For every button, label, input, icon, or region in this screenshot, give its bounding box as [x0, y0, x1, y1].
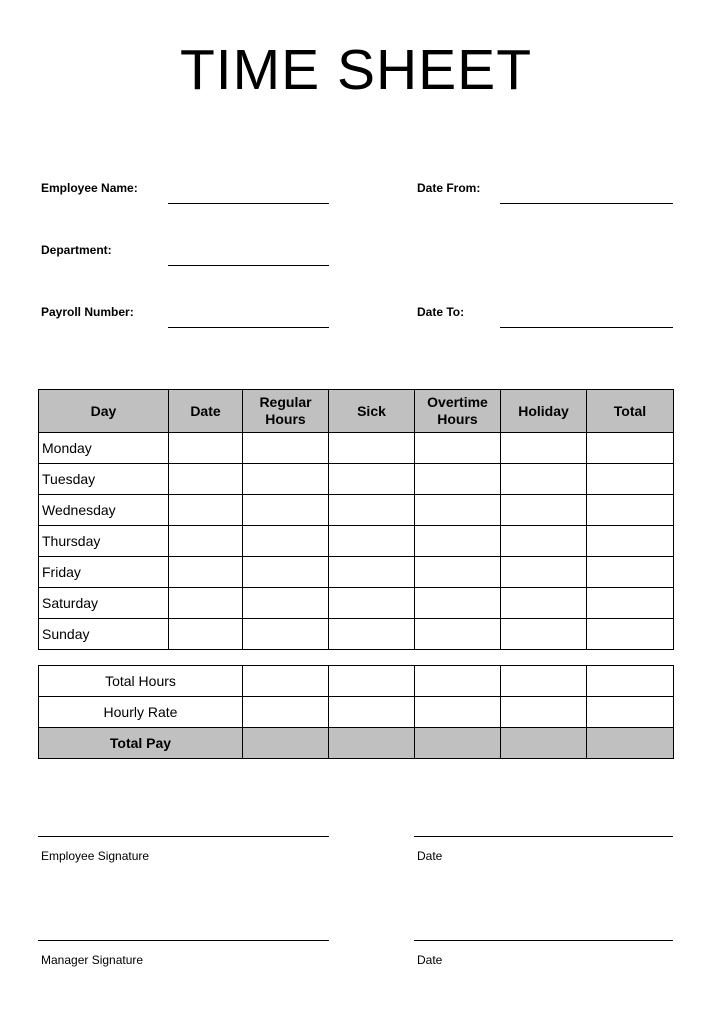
overtime-hours-cell[interactable] [415, 557, 501, 588]
date-cell[interactable] [169, 526, 243, 557]
date-cell[interactable] [169, 495, 243, 526]
table-row [39, 588, 674, 619]
employee-name-field[interactable] [168, 203, 329, 204]
regular-hours-cell[interactable] [243, 495, 329, 526]
column-header: Date [169, 390, 243, 433]
rate-cell[interactable] [587, 697, 674, 728]
pay-cell[interactable] [501, 728, 587, 759]
date-cell[interactable] [169, 588, 243, 619]
day-cell: Sunday [39, 619, 169, 650]
page-title: TIME SHEET [179, 38, 533, 102]
date-from-label: Date From: [417, 181, 481, 195]
day-cell: Saturday [39, 588, 169, 619]
holiday-cell[interactable] [501, 619, 587, 650]
sick-cell[interactable] [329, 464, 415, 495]
column-header: Holiday [501, 390, 587, 433]
holiday-cell[interactable] [501, 526, 587, 557]
manager-date-line[interactable] [414, 940, 673, 941]
overtime-hours-cell[interactable] [415, 526, 501, 557]
regular-hours-cell[interactable] [243, 464, 329, 495]
table-row [39, 619, 674, 650]
payroll-number-label: Payroll Number: [41, 305, 134, 319]
manager-signature-line[interactable] [38, 940, 329, 941]
total-cell[interactable] [587, 526, 674, 557]
table-row [39, 433, 674, 464]
sick-cell[interactable] [329, 526, 415, 557]
total-cell[interactable] [415, 666, 501, 697]
rate-cell[interactable] [329, 697, 415, 728]
holiday-cell[interactable] [501, 433, 587, 464]
table-row [39, 557, 674, 588]
holiday-cell[interactable] [501, 495, 587, 526]
day-cell: Monday [39, 433, 169, 464]
sick-cell[interactable] [329, 588, 415, 619]
date-cell[interactable] [169, 619, 243, 650]
pay-cell[interactable] [415, 728, 501, 759]
hours-table [38, 389, 674, 650]
payroll-number-field[interactable] [168, 327, 329, 328]
employee-signature-line[interactable] [38, 836, 329, 837]
department-field[interactable] [168, 265, 329, 266]
date-from-field[interactable] [500, 203, 673, 204]
pay-cell[interactable] [329, 728, 415, 759]
total-pay-row [39, 728, 674, 759]
total-cell[interactable] [329, 666, 415, 697]
total-cell[interactable] [587, 588, 674, 619]
sick-cell[interactable] [329, 557, 415, 588]
column-header: Sick [329, 390, 415, 433]
holiday-cell[interactable] [501, 557, 587, 588]
rate-cell[interactable] [415, 697, 501, 728]
total-cell[interactable] [587, 557, 674, 588]
pay-cell[interactable] [243, 728, 329, 759]
department-label: Department: [41, 243, 112, 257]
regular-hours-cell[interactable] [243, 619, 329, 650]
employee-signature-label: Employee Signature [41, 849, 150, 863]
overtime-hours-cell[interactable] [415, 619, 501, 650]
date-cell[interactable] [169, 464, 243, 495]
table-row [39, 526, 674, 557]
day-cell: Wednesday [39, 495, 169, 526]
manager-date-label: Date [417, 953, 443, 967]
holiday-cell[interactable] [501, 464, 587, 495]
totals-table [38, 665, 674, 759]
column-header: Day [39, 390, 169, 433]
overtime-hours-cell[interactable] [415, 433, 501, 464]
table-row [39, 464, 674, 495]
manager-signature-label: Manager Signature [41, 953, 144, 967]
hourly-rate-label: Hourly Rate [39, 697, 243, 728]
column-header: Regular Hours [243, 390, 329, 433]
day-cell: Tuesday [39, 464, 169, 495]
overtime-hours-cell[interactable] [415, 495, 501, 526]
sick-cell[interactable] [329, 495, 415, 526]
total-hours-row [39, 666, 674, 697]
table-header-row [39, 390, 674, 433]
sick-cell[interactable] [329, 433, 415, 464]
column-header: Overtime Hours [415, 390, 501, 433]
regular-hours-cell[interactable] [243, 588, 329, 619]
regular-hours-cell[interactable] [243, 557, 329, 588]
sick-cell[interactable] [329, 619, 415, 650]
day-cell: Friday [39, 557, 169, 588]
employee-date-line[interactable] [414, 836, 673, 837]
date-to-label: Date To: [417, 305, 465, 319]
date-cell[interactable] [169, 557, 243, 588]
date-cell[interactable] [169, 433, 243, 464]
holiday-cell[interactable] [501, 588, 587, 619]
employee-name-label: Employee Name: [41, 181, 138, 195]
rate-cell[interactable] [243, 697, 329, 728]
total-cell[interactable] [587, 666, 674, 697]
day-cell: Thursday [39, 526, 169, 557]
pay-cell[interactable] [587, 728, 674, 759]
column-header: Total [587, 390, 674, 433]
total-cell[interactable] [587, 495, 674, 526]
total-hours-label: Total Hours [39, 666, 243, 697]
rate-cell[interactable] [501, 697, 587, 728]
employee-date-label: Date [417, 849, 443, 863]
table-row [39, 495, 674, 526]
overtime-hours-cell[interactable] [415, 464, 501, 495]
hourly-rate-row [39, 697, 674, 728]
total-cell[interactable] [587, 464, 674, 495]
date-to-field[interactable] [500, 327, 673, 328]
total-cell[interactable] [243, 666, 329, 697]
overtime-hours-cell[interactable] [415, 588, 501, 619]
total-pay-label: Total Pay [39, 728, 243, 759]
total-cell[interactable] [501, 666, 587, 697]
regular-hours-cell[interactable] [243, 526, 329, 557]
total-cell[interactable] [587, 619, 674, 650]
total-cell[interactable] [587, 433, 674, 464]
regular-hours-cell[interactable] [243, 433, 329, 464]
